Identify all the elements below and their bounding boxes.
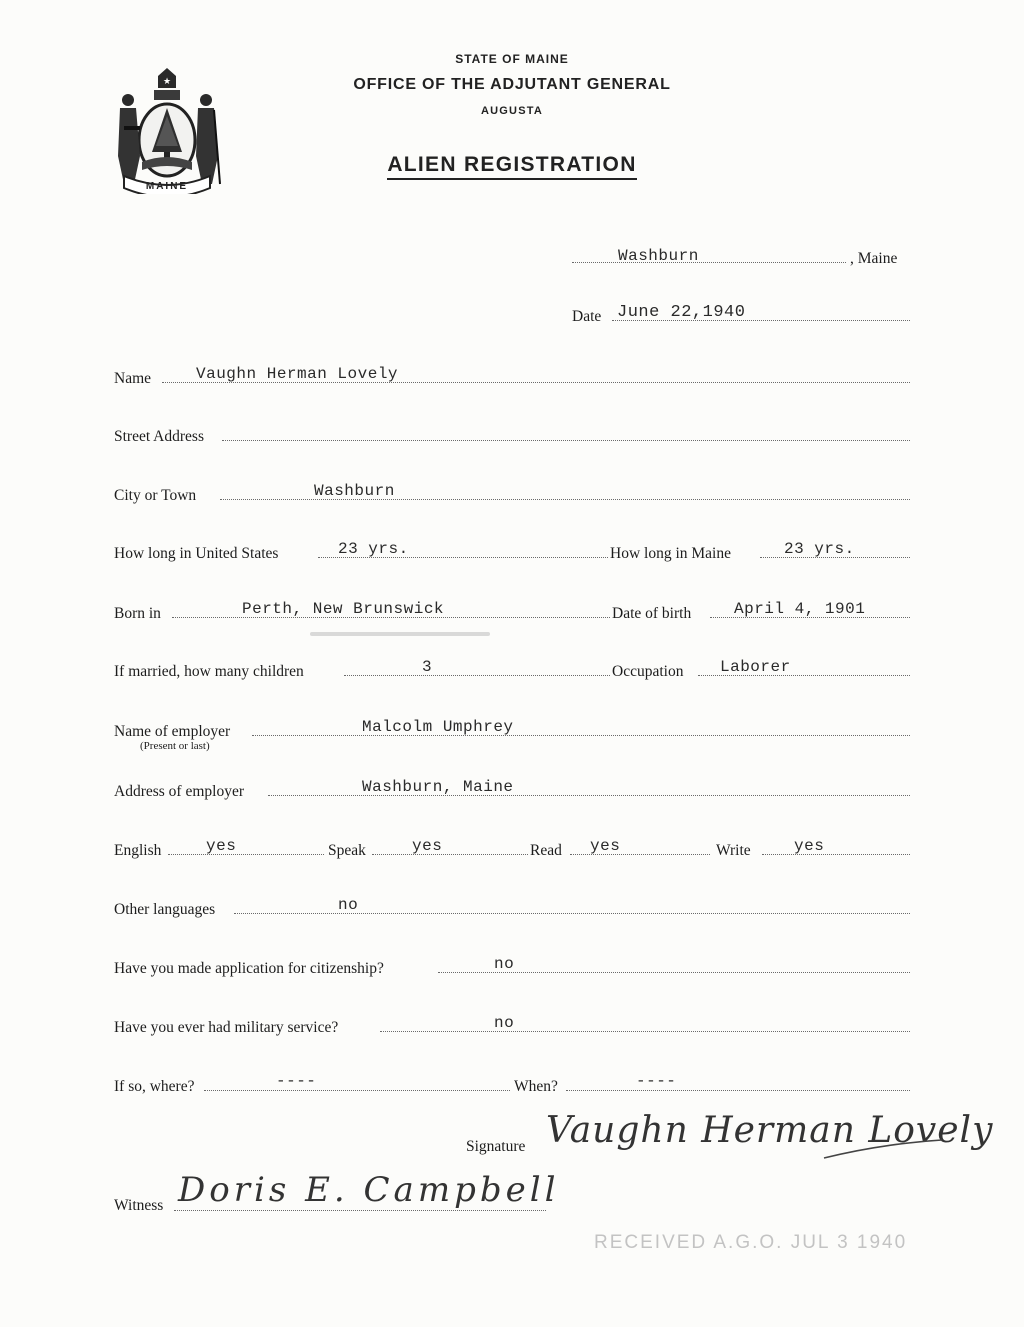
children-value: 3 xyxy=(422,658,433,676)
ink-smudge xyxy=(310,632,490,636)
employer-address-value: Washburn, Maine xyxy=(362,778,514,796)
english-label: English xyxy=(114,842,162,859)
svg-text:★: ★ xyxy=(162,77,172,87)
when-line xyxy=(566,1090,910,1091)
maine-duration-value: 23 yrs. xyxy=(784,540,855,558)
other-languages-line xyxy=(234,913,910,914)
maine-suffix: , Maine xyxy=(850,250,898,267)
born-in-value: Perth, New Brunswick xyxy=(242,600,445,618)
maine-duration-label: How long in Maine xyxy=(610,545,731,562)
us-duration-label: How long in United States xyxy=(114,545,279,562)
where-label: If so, where? xyxy=(114,1078,195,1095)
witness-label: Witness xyxy=(114,1197,164,1214)
date-label: Date xyxy=(572,308,602,325)
citizenship-value: no xyxy=(494,955,515,973)
english-value: yes xyxy=(206,837,237,855)
form-title: ALIEN REGISTRATION xyxy=(0,153,1024,177)
header-city: AUGUSTA xyxy=(481,105,543,117)
town-line xyxy=(572,262,846,263)
occupation-label: Occupation xyxy=(612,663,684,680)
name-value: Vaughn Herman Lovely xyxy=(196,365,399,383)
read-value: yes xyxy=(590,837,621,855)
military-line xyxy=(380,1031,910,1032)
signature-flourish xyxy=(820,1136,946,1166)
write-label: Write xyxy=(716,842,751,859)
write-value: yes xyxy=(794,837,825,855)
citizenship-label: Have you made application for citizenship? xyxy=(114,960,384,977)
other-languages-label: Other languages xyxy=(114,901,216,918)
received-stamp: RECEIVED A.G.O. JUL 3 1940 xyxy=(594,1232,908,1253)
children-label: If married, how many children xyxy=(114,663,304,680)
other-languages-value: no xyxy=(338,896,359,914)
where-value: ---- xyxy=(276,1072,317,1090)
witness-line xyxy=(174,1210,546,1211)
employer-address-label: Address of employer xyxy=(114,783,244,800)
where-line xyxy=(204,1090,510,1091)
employer-label: Name of employer xyxy=(114,723,231,740)
employer-value: Malcolm Umphrey xyxy=(362,718,514,736)
military-value: no xyxy=(494,1014,515,1032)
read-label: Read xyxy=(530,842,562,859)
name-label: Name xyxy=(114,370,152,387)
svg-text:MAINE: MAINE xyxy=(145,181,189,192)
street-address-line xyxy=(222,440,910,441)
date-of-birth-value: April 4, 1901 xyxy=(734,600,866,618)
military-label: Have you ever had military service? xyxy=(114,1019,339,1036)
employer-sublabel: (Present or last) xyxy=(140,740,210,752)
born-in-label: Born in xyxy=(114,605,161,622)
header-state: STATE OF MAINE xyxy=(455,52,569,66)
city-label: City or Town xyxy=(114,487,197,504)
when-label: When? xyxy=(514,1078,558,1095)
english-line xyxy=(168,854,324,855)
children-line xyxy=(344,675,610,676)
write-line xyxy=(762,854,910,855)
street-address-label: Street Address xyxy=(114,428,204,445)
speak-value: yes xyxy=(412,837,443,855)
signature-label: Signature xyxy=(466,1138,526,1155)
occupation-value: Laborer xyxy=(720,658,791,676)
when-value: ---- xyxy=(636,1072,677,1090)
city-value: Washburn xyxy=(314,482,395,500)
header-office: OFFICE OF THE ADJUTANT GENERAL xyxy=(353,76,671,93)
date-of-birth-label: Date of birth xyxy=(612,605,692,622)
speak-line xyxy=(372,854,528,855)
speak-label: Speak xyxy=(328,842,366,859)
employer-line xyxy=(252,735,910,736)
signature-value: Vaughn Herman Lovely xyxy=(546,1110,994,1151)
date-value: June 22,1940 xyxy=(617,303,746,322)
witness-value: Doris E. Campbell xyxy=(178,1170,560,1210)
us-duration-value: 23 yrs. xyxy=(338,540,409,558)
town-value: Washburn xyxy=(618,247,699,265)
